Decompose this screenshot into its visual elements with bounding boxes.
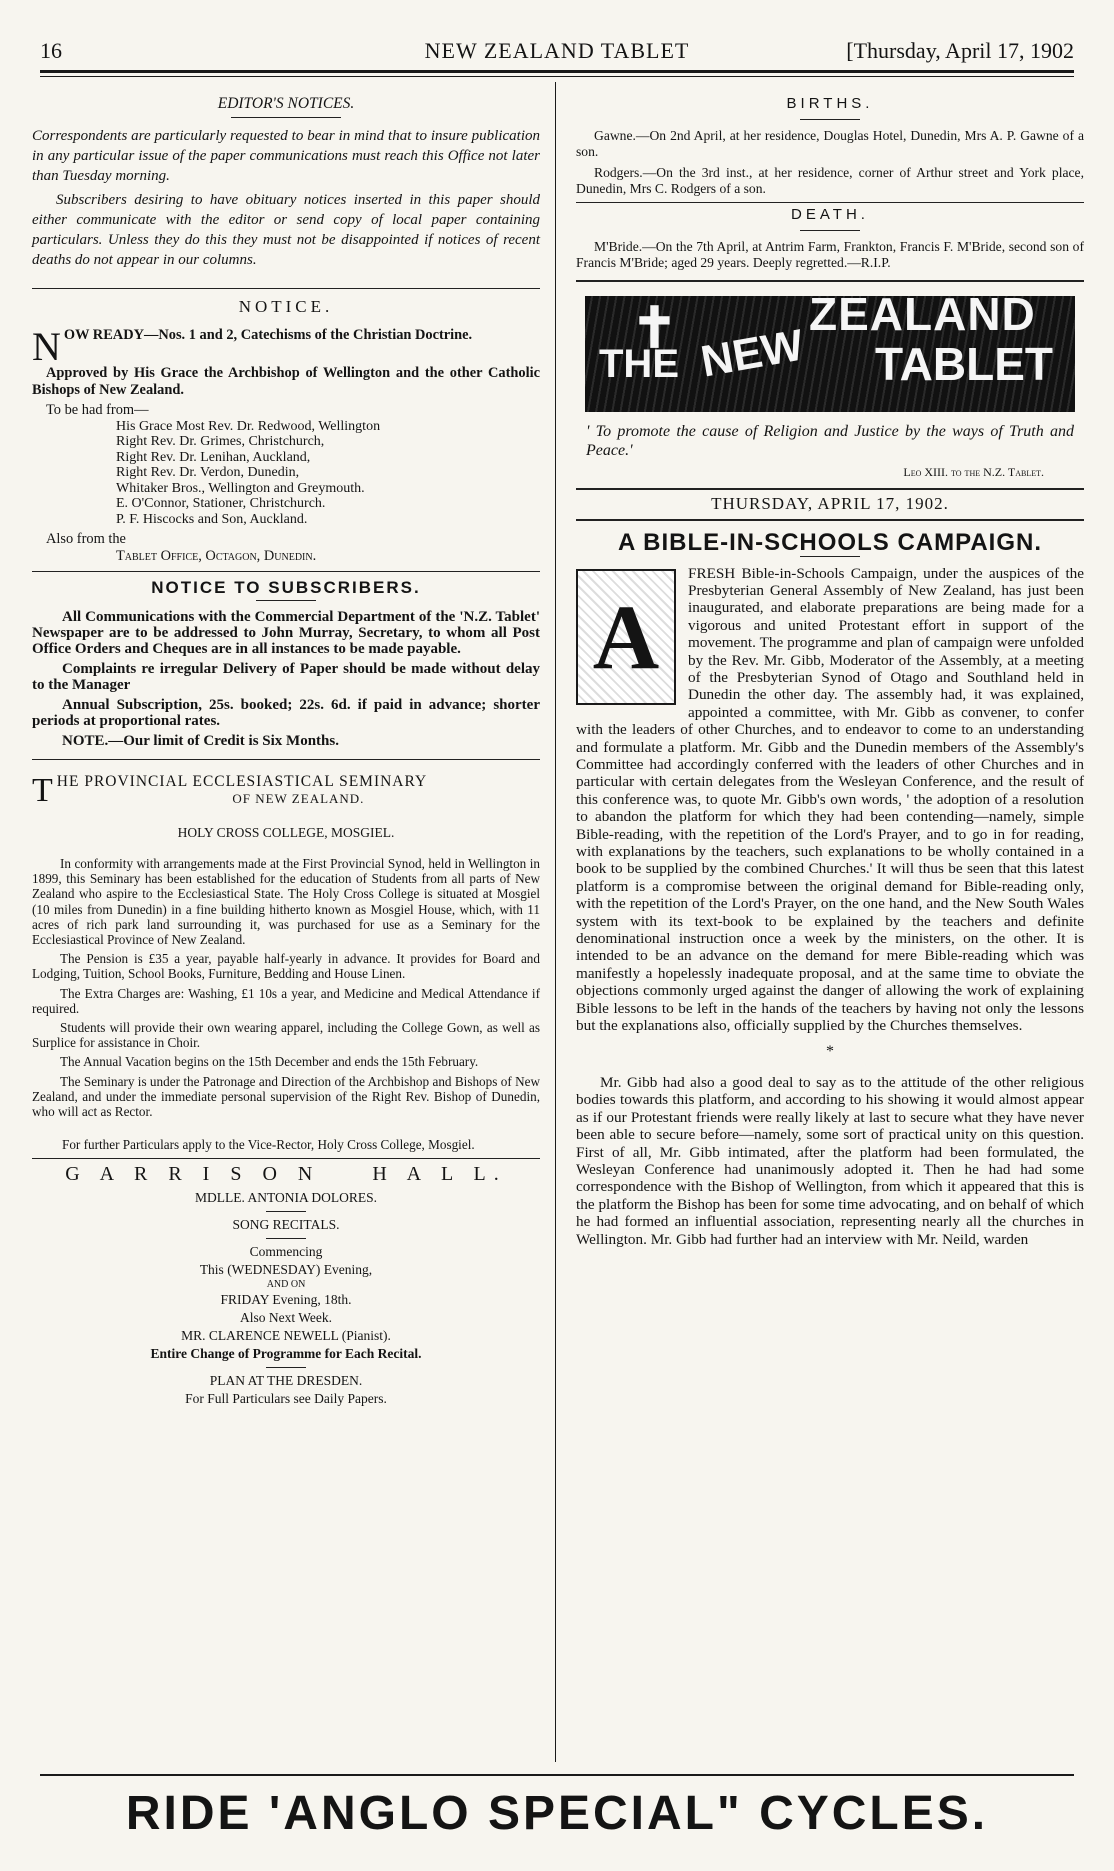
- right-column: [576, 96, 1084, 1252]
- issue-date: [Thursday, April 17, 1902: [846, 38, 1074, 63]
- seminary-para: Students will provide their own wearing apparel, including the College Gown, as well as Surplice for assistance in Choir.: [32, 1020, 540, 1051]
- logo-the: THE: [599, 341, 679, 386]
- ornament-rule: [266, 1367, 306, 1368]
- ad-line: Commencing: [249, 1244, 323, 1260]
- ad-line: AND ON: [266, 1279, 306, 1291]
- cross-icon: ✝: [631, 297, 678, 360]
- seminary-para: The Seminary is under the Patronage and Direction of the Archbishop and Bishops of New Zealand, and under the immediate personal supervision of the Right Rev. Bishop of Dunedin, who will act as Rector.: [32, 1073, 540, 1120]
- ad-line: FRIDAY Evening, 18th.: [220, 1292, 352, 1308]
- garrison-hall-ad: [32, 1165, 540, 1408]
- ad-line: PLAN AT THE DRESDEN.: [209, 1373, 363, 1389]
- notice-list-item: Right Rev. Dr. Grimes, Christchurch,: [116, 434, 325, 450]
- death-heading: DEATH.: [576, 202, 1084, 224]
- ornament-rule: [800, 230, 860, 231]
- ad-line: MDLLE. ANTONIA DOLORES.: [195, 1190, 377, 1206]
- logo-new: NEW: [697, 320, 807, 387]
- section-rule: [576, 519, 1084, 521]
- ad-line: Also Next Week.: [239, 1310, 333, 1326]
- editors-notice-correspondents: Correspondents are particularly requested to bear in mind that to insure publication in any particular issue of the paper communications must reach this Office not later than Tuesday morning.: [32, 127, 540, 184]
- logo-zealand: ZEALAND: [809, 295, 1036, 340]
- subscribers-rates: Annual Subscription, 25s. booked; 22s. 6d. if paid in advance; shorter periods at proportional rates.: [32, 697, 540, 730]
- ad-line: MR. CLARENCE NEWELL (Pianist).: [181, 1328, 391, 1344]
- births-heading: BIRTHS.: [786, 95, 874, 112]
- page-number: 16: [40, 38, 62, 63]
- ornament-rule: [231, 117, 341, 118]
- dropcap-n: N: [32, 324, 61, 370]
- article-para: FRESH Bible-in-Schools Campaign, under the auspices of the Presbyterian General Assembly of New Zealand, has just been inaugurated, and elaborate preparations are being made for a vigorous and united Protestant effort in support of the movement. The programme and plan of campaign were unfolded by the Rev. Mr. Gibb, Moderator of the Assembly, at a meeting of the Presbyterian Synod of Otago and Southland held in Dunedin the other day. The assembly had, it was explained, appointed a committee, with Mr. Gibb as convener, to confer with the leaders of other Churches, and to endeavor to come to an understanding and formulate a platform. Mr. Gibb and the Dunedin members of the Assembly's Committee had accordingly conferred with the leaders of other Churches and in particular with certain delegates from the Wesleyan Conference, and the result of this conference was, to quote Mr. Gibb's own words, ' the adoption of a resolution to abandon the platform for which they had been contending—namely, simple Bible-reading, with the repetition of the Lord's Prayer, and to go in for reading, with explanations by the teachers, such explanations to be wholly contained in a book to be supplied by the combined Churches.' It will thus be seen that this latest platform is a compromise between the original demand for Bible-reading only, with the repetition of the Lord's Prayer, on the one hand, and the New South Wales system with its text-book to be explained by the teachers and definite denominational instruction once a week by the ministers, on the other. It is intended to be an advance on the demand for mere Bible-reading which was manifestly a hopelessly inadequate proposal, and at the same time to obviate the objections commonly urged against the danger of allowing the work of explaining Bible lessons to be left in the hands of the teachers by having not only the lessons but the explanations also, officially supplied by the Churches themselves.: [576, 564, 1084, 1035]
- notice-heading: NOTICE.: [238, 296, 334, 316]
- tablet-masthead-logo: [585, 296, 1075, 412]
- dateline: THURSDAY, APRIL 17, 1902.: [711, 494, 949, 514]
- subscribers-credit-note: NOTE.—Our limit of Credit is Six Months.: [62, 733, 339, 750]
- notice-list-item: P. F. Hiscocks and Son, Auckland.: [116, 511, 308, 527]
- logo-tablet: TABLET: [875, 337, 1054, 390]
- section-rule: [32, 571, 540, 572]
- section-rule: [576, 488, 1084, 490]
- ornamental-initial-letter: A: [592, 585, 660, 688]
- birth-notice: Rodgers.—On the 3rd inst., at her residence, corner of Arthur street and York place, Dunedin, Mrs C. Rodgers of a son.: [576, 164, 1084, 197]
- editors-notice-subscribers: Subscribers desiring to have obituary notices inserted in this paper should either communicate with the editor or send copy of local paper containing particulars. Unless they do this they must not be disappointed if notices of recent deaths do not appear in our columns.: [32, 191, 540, 268]
- seminary-further-particulars: For further Particulars apply to the Vice-Rector, Holy Cross College, Mosgiel.: [62, 1137, 475, 1153]
- section-rule: [32, 288, 540, 289]
- section-rule: [576, 280, 1084, 282]
- article-para: Mr. Gibb had also a good deal to say as to the attitude of the other religious bodies towards this platform, and according to his showing it would almost appear as if our Protestant friends were really likely at last to secure what they have never been able to secure before—namely, some sort of practical unity on this question. First of all, Mr. Gibb intimated, after the platform had been formulated, the Wesleyan Conference had unanimously adopted it. Then he had had some correspondence with the Bishop of Wellington, from which it appeared that this is the platform the Bishop has been for some time advocating, and on behalf of which he had formed an influential association, representing nearly all the churches in Wellington. Mr. Gibb had further had an interview with Mr. Neild, warden: [576, 1073, 1084, 1248]
- section-rule: [32, 759, 540, 760]
- notice-tablet-office: Tablet Office, Octagon, Dunedin.: [116, 548, 317, 565]
- left-column: [32, 96, 540, 1408]
- notice-list-item: His Grace Most Rev. Dr. Redwood, Wellington: [116, 418, 381, 434]
- article-body: [576, 565, 1084, 1248]
- death-notice: M'Bride.—On the 7th April, at Antrim Farm, Frankton, Francis F. M'Bride, second son of Francis M'Bride; aged 29 years. Deeply regretted.—R.I.P.: [576, 238, 1084, 271]
- ornamental-initial: [576, 569, 676, 705]
- seminary-para: The Pension is £35 a year, payable half-yearly in advance. It provides for Board and Lodging, Tuition, School Books, Furniture, Bedding and House Linen.: [32, 951, 540, 982]
- ad-line: For Full Particulars see Daily Papers.: [185, 1391, 387, 1407]
- subscribers-complaints: Complaints re irregular Delivery of Paper should be made without delay to the Manager: [32, 661, 540, 694]
- notice-list-item: E. O'Connor, Stationer, Christchurch.: [116, 496, 326, 512]
- subscribers-heading: NOTICE TO SUBSCRIBERS.: [151, 577, 421, 597]
- seminary-subtitle: OF NEW ZEALAND.: [232, 790, 365, 806]
- section-star: *: [826, 1042, 834, 1060]
- seminary-college: HOLY CROSS COLLEGE, MOSGIEL.: [177, 825, 395, 841]
- footer-advertisement: RIDE 'ANGLO SPECIAL" CYCLES.: [125, 1787, 989, 1840]
- subscribers-communications: All Communications with the Commercial Department of the 'N.Z. Tablet' Newspaper are to be addressed to John Murray, Secretary, to whom all Post Office Orders and Cheques are in all instances to be made payable.: [32, 609, 540, 658]
- newspaper-title: NEW ZEALAND TABLET: [424, 38, 690, 63]
- notice-list-item: Whitaker Bros., Wellington and Greymouth.: [116, 480, 365, 496]
- seminary-title: HE PROVINCIAL ECCLESIASTICAL SEMINARY: [56, 773, 428, 791]
- editors-notices-heading: EDITOR'S NOTICES.: [217, 95, 355, 112]
- running-header: [40, 38, 1074, 66]
- ornament-rule: [256, 600, 316, 601]
- notice-list-item: Right Rev. Dr. Lenihan, Auckland,: [116, 449, 311, 465]
- ornament-rule: [266, 1238, 306, 1239]
- motto-attribution: Leo XIII. to the N.Z. Tablet.: [903, 464, 1044, 479]
- birth-notice: Gawne.—On 2nd April, at her residence, Douglas Hotel, Dunedin, Mrs A. P. Gawne of a son.: [576, 127, 1084, 160]
- header-rule: [40, 70, 1074, 73]
- ornament-rule: [266, 1211, 306, 1212]
- dropcap-t: T: [32, 772, 54, 810]
- column-divider: [555, 82, 556, 1762]
- ad-line: Entire Change of Programme for Each Recital.: [150, 1346, 422, 1362]
- notice-catechisms: OW READY—Nos. 1 and 2, Catechisms of the Christian Doctrine.: [63, 327, 473, 344]
- article-title: A BIBLE-IN-SCHOOLS CAMPAIGN.: [618, 528, 1042, 556]
- ornament-rule: [800, 119, 860, 120]
- ad-line: SONG RECITALS.: [232, 1217, 340, 1233]
- notice-list-item: Right Rev. Dr. Verdon, Dunedin,: [116, 465, 300, 481]
- footer-rule: [40, 1774, 1074, 1776]
- garrison-hall-title: G A R R I S O N H A L L.: [65, 1163, 507, 1186]
- seminary-para: In conformity with arrangements made at the First Provincial Synod, held in Wellington in 1899, this Seminary has been established for the education of Students from all parts of New Zealand who aspire to the Ecclesiastical State. The Holy Cross College is situated at Mosgiel (10 miles from Dunedin) in a fine building hitherto known as Mosgiel House, which, with 11 acres of rich park land surrounding it, was purchased for use as a Seminary for the Ecclesiastical Province of New Zealand.: [32, 856, 540, 948]
- header-rule-thin: [40, 76, 1074, 77]
- seminary-para: The Extra Charges are: Washing, £1 10s a year, and Medicine and Medical Attendance if required.: [32, 985, 540, 1016]
- masthead-motto: ' To promote the cause of Religion and Justice by the ways of Truth and Peace.': [586, 422, 1074, 459]
- notice-had-from: To be had from—: [46, 402, 149, 419]
- section-rule: [32, 1158, 540, 1159]
- ad-line: This (WEDNESDAY) Evening,: [199, 1262, 373, 1278]
- seminary-para: The Annual Vacation begins on the 15th December and ends the 15th February.: [60, 1054, 479, 1070]
- seminary-notice: [32, 774, 540, 1152]
- notice-approved: Approved by His Grace the Archbishop of Wellington and the other Catholic Bishops of New Zealand.: [32, 365, 540, 398]
- notice-also-from: Also from the: [46, 531, 126, 548]
